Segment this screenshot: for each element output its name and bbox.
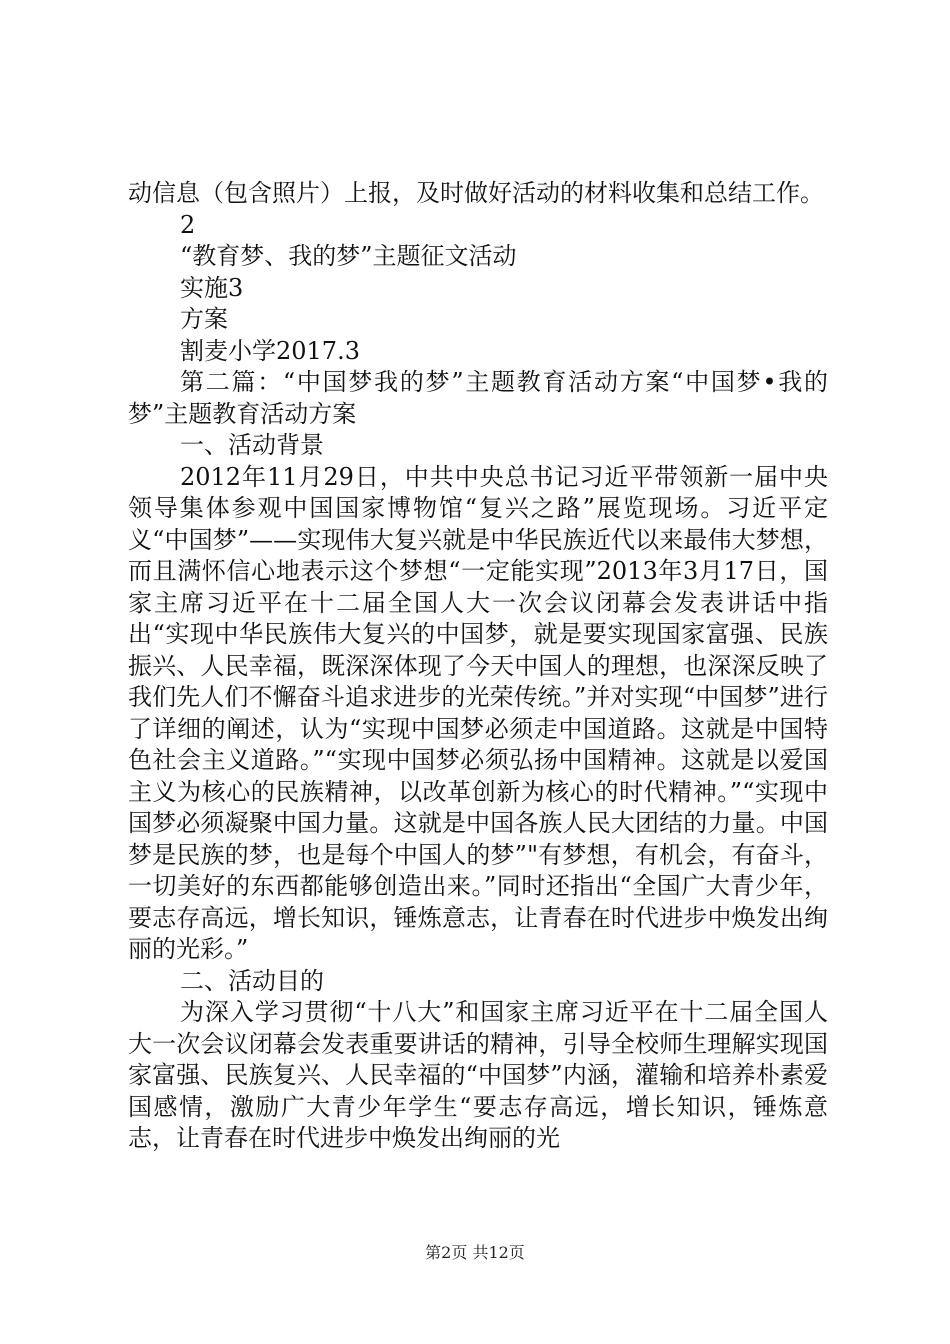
document-body: [128, 178, 828, 1155]
page-footer: 第2页 共12页: [425, 1243, 525, 1262]
paragraph-essay-title: “教育梦、我的梦”主题征文活动: [180, 242, 517, 270]
paragraph-purpose: 为深入学习贯彻“十八大”和国家主席习近平在十二届全国人大一次会议闭幕会发表重要讲话的精神，引导全校师生理解实现国家富强、民族复兴、人民幸福的“中国梦”内涵，灌输和培养朴素爱国感情，激励广大青少年学生“要志存高远，增长知识，锤炼意志，让青春在时代进步中焕发出绚丽的光: [128, 998, 828, 1152]
paragraph-school-date: 割麦小学2017.3: [180, 336, 360, 365]
paragraph-number: 2: [180, 210, 196, 239]
paragraph-implementation: 实施3: [180, 273, 244, 302]
paragraph-continuation: 动信息（包含照片）上报，及时做好活动的材料收集和总结工作。: [128, 179, 824, 207]
paragraph-background: 2012年11月29日，中共中央总书记习近平带领新一届中央领导集体参观中国国家博物馆“复兴之路”展览现场。习近平定义“中国梦”——实现伟大复兴就是中华民族近代以来最伟大梦想，而且满怀信心地表示这个梦想“一定能实现”2013年3月17日，国家主席习近平在十二届全国人大一次会议闭幕会发表讲话中指出“实现中华民族伟大复兴的中国梦，就是要实现国家富强、民族振兴、人民幸福，既深深体现了今天中国人的理想，也深深反映了我们先人们不懈奋斗追求进步的光荣传统。”并对实现“中国梦”进行了详细的阐述，认为“实现中国梦必须走中国道路。这就是中国特色社会主义道路。”“实现中国梦必须弘扬中国精神。这就是以爱国主义为核心的民族精神，以改革创新为核心的时代精神。”“实现中国梦必须凝聚中国力量。这就是中国各族人民大团结的力量。中国梦是民族的梦，也是每个中国人的梦”"有梦想，有机会，有奋斗，一切美好的东西都能够创造出来。”同时还指出“全国广大青少年，要志存高远，增长知识，锤炼意志，让青春在时代进步中焕发出绚丽的光彩。”: [128, 462, 828, 963]
paragraph-plan: 方案: [180, 305, 228, 333]
heading-purpose: 二、活动目的: [180, 966, 324, 995]
section-title-second-part: 第二篇：“中国梦我的梦”主题教育活动方案“中国梦•我的梦”主题教育活动方案: [128, 368, 828, 428]
heading-background: 一、活动背景: [180, 431, 324, 459]
